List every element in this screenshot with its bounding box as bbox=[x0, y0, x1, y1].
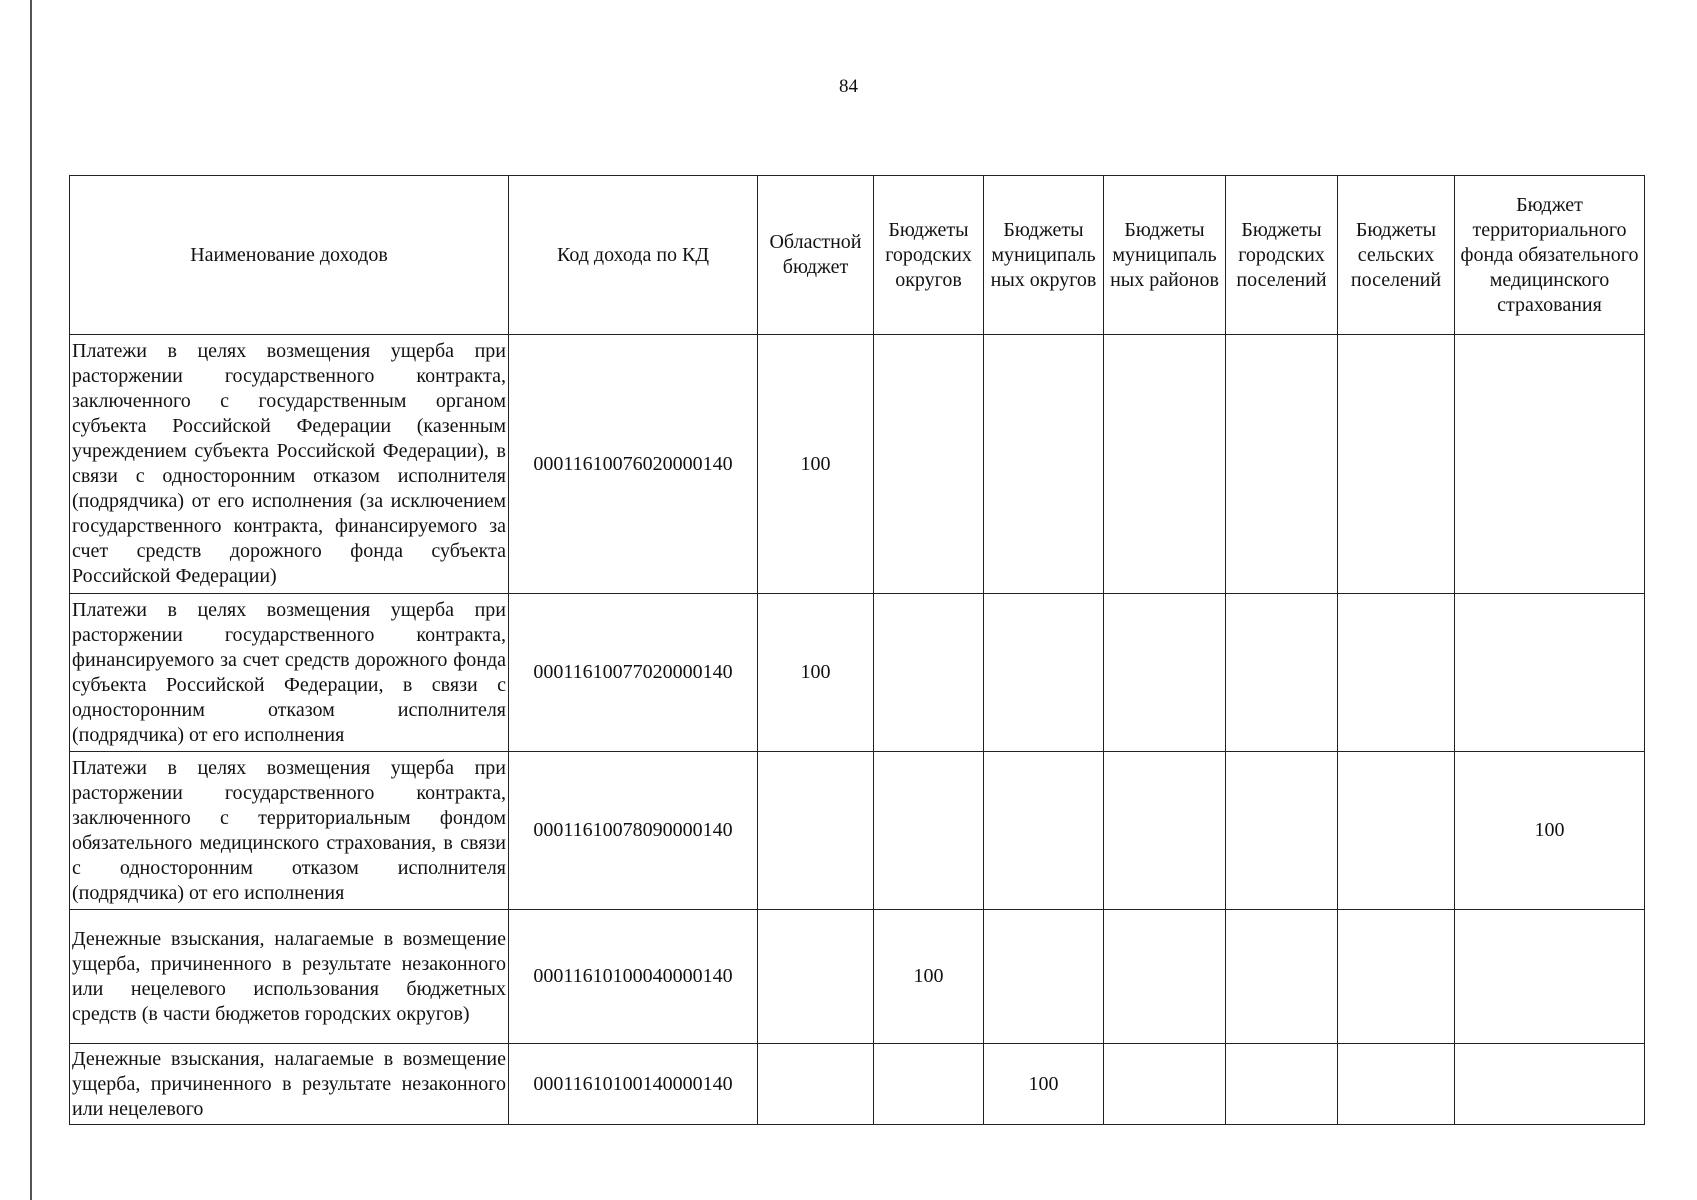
city-districts-cell: 100 bbox=[874, 910, 984, 1044]
income-name-cell: Платежи в целях возмещения ущерба при расторжении государственного контракта, финансируемого за счет средств дорожного фонда субъекта Российской Федерации, в связи с односторонним отказом исполнителя (подрядчика) от его исполнения bbox=[70, 594, 509, 752]
municipal-raions-cell bbox=[1104, 752, 1226, 910]
urban-settlements-cell bbox=[1226, 335, 1338, 594]
urban-settlements-cell bbox=[1226, 910, 1338, 1044]
table-row bbox=[70, 335, 1645, 594]
income-name-cell: Платежи в целях возмещения ущерба при расторжении государственного контракта, заключенного с государственным органом субъекта Российской Федерации (казенным учреждением субъекта Российской Федерации), в связи с односторонним отказом исполнителя (подрядчика) от его исполнения (за исключением государственного контракта, финансируемого за счет средств дорожного фонда субъекта Российской Федерации) bbox=[70, 335, 509, 594]
page-number: 84 bbox=[839, 76, 858, 97]
city-districts-cell bbox=[874, 752, 984, 910]
municipal-districts-cell bbox=[984, 335, 1104, 594]
oblast-budget-cell: 100 bbox=[758, 594, 874, 752]
rural-settlements-cell bbox=[1338, 594, 1455, 752]
oblast-budget-cell bbox=[758, 752, 874, 910]
income-code-cell: 00011610100040000140 bbox=[509, 910, 758, 1044]
revenue-distribution-table bbox=[69, 175, 1645, 1125]
oblast-budget-cell bbox=[758, 1044, 874, 1125]
income-name-cell: Денежные взыскания, налагаемые в возмещение ущерба, причиненного в результате незаконного или нецелевого использования бюджетных средств (в части бюджетов городских округов) bbox=[70, 910, 509, 1044]
urban-settlements-cell bbox=[1226, 1044, 1338, 1125]
tfoms-cell bbox=[1455, 594, 1645, 752]
municipal-raions-cell bbox=[1104, 594, 1226, 752]
municipal-districts-cell bbox=[984, 594, 1104, 752]
table-header-row bbox=[70, 176, 1645, 335]
city-districts-cell bbox=[874, 594, 984, 752]
scan-left-edge-line bbox=[30, 0, 32, 1200]
income-name-cell: Платежи в целях возмещения ущерба при расторжении государственного контракта, заключенного с территориальным фондом обязательного медицинского страхования, в связи с односторонним отказом исполнителя (подрядчика) от его исполнения bbox=[70, 752, 509, 910]
tfoms-cell bbox=[1455, 910, 1645, 1044]
urban-settlements-cell bbox=[1226, 752, 1338, 910]
income-name-cell bbox=[70, 1044, 509, 1125]
header-municipal-raions-budgets: Бюджеты муниципаль ных районов bbox=[1104, 176, 1226, 335]
municipal-raions-cell bbox=[1104, 335, 1226, 594]
header-urban-settlements-budgets: Бюджеты городских поселений bbox=[1226, 176, 1338, 335]
municipal-districts-cell: 100 bbox=[984, 1044, 1104, 1125]
municipal-districts-cell bbox=[984, 910, 1104, 1044]
header-city-districts-budgets: Бюджеты городских округов bbox=[874, 176, 984, 335]
header-tfoms-budget: Бюджет территориального фонда обязательного медицинского страхования bbox=[1455, 176, 1645, 335]
rural-settlements-cell bbox=[1338, 335, 1455, 594]
income-code-cell: 00011610076020000140 bbox=[509, 335, 758, 594]
header-rural-settlements-budgets: Бюджеты сельских поселений bbox=[1338, 176, 1455, 335]
table-row bbox=[70, 594, 1645, 752]
municipal-raions-cell bbox=[1104, 910, 1226, 1044]
municipal-districts-cell bbox=[984, 752, 1104, 910]
rural-settlements-cell bbox=[1338, 1044, 1455, 1125]
municipal-raions-cell bbox=[1104, 1044, 1226, 1125]
table-row bbox=[70, 910, 1645, 1044]
header-oblast-budget: Областной бюджет bbox=[758, 176, 874, 335]
rural-settlements-cell bbox=[1338, 910, 1455, 1044]
tfoms-cell bbox=[1455, 1044, 1645, 1125]
table-row bbox=[70, 752, 1645, 910]
header-income-name: Наименование доходов bbox=[70, 176, 509, 335]
income-name-text: Денежные взыскания, налагаемые в возмещение ущерба, причиненного в результате незаконного или нецелевого bbox=[72, 1047, 506, 1120]
urban-settlements-cell bbox=[1226, 594, 1338, 752]
income-code-cell: 00011610077020000140 bbox=[509, 594, 758, 752]
city-districts-cell bbox=[874, 335, 984, 594]
income-code-cell: 00011610078090000140 bbox=[509, 752, 758, 910]
rural-settlements-cell bbox=[1338, 752, 1455, 910]
city-districts-cell bbox=[874, 1044, 984, 1125]
oblast-budget-cell bbox=[758, 910, 874, 1044]
table-row bbox=[70, 1044, 1645, 1125]
oblast-budget-cell: 100 bbox=[758, 335, 874, 594]
tfoms-cell: 100 bbox=[1455, 752, 1645, 910]
tfoms-cell bbox=[1455, 335, 1645, 594]
header-municipal-districts-budgets: Бюджеты муниципаль ных округов bbox=[984, 176, 1104, 335]
income-code-cell: 00011610100140000140 bbox=[509, 1044, 758, 1125]
header-income-code: Код дохода по КД bbox=[509, 176, 758, 335]
